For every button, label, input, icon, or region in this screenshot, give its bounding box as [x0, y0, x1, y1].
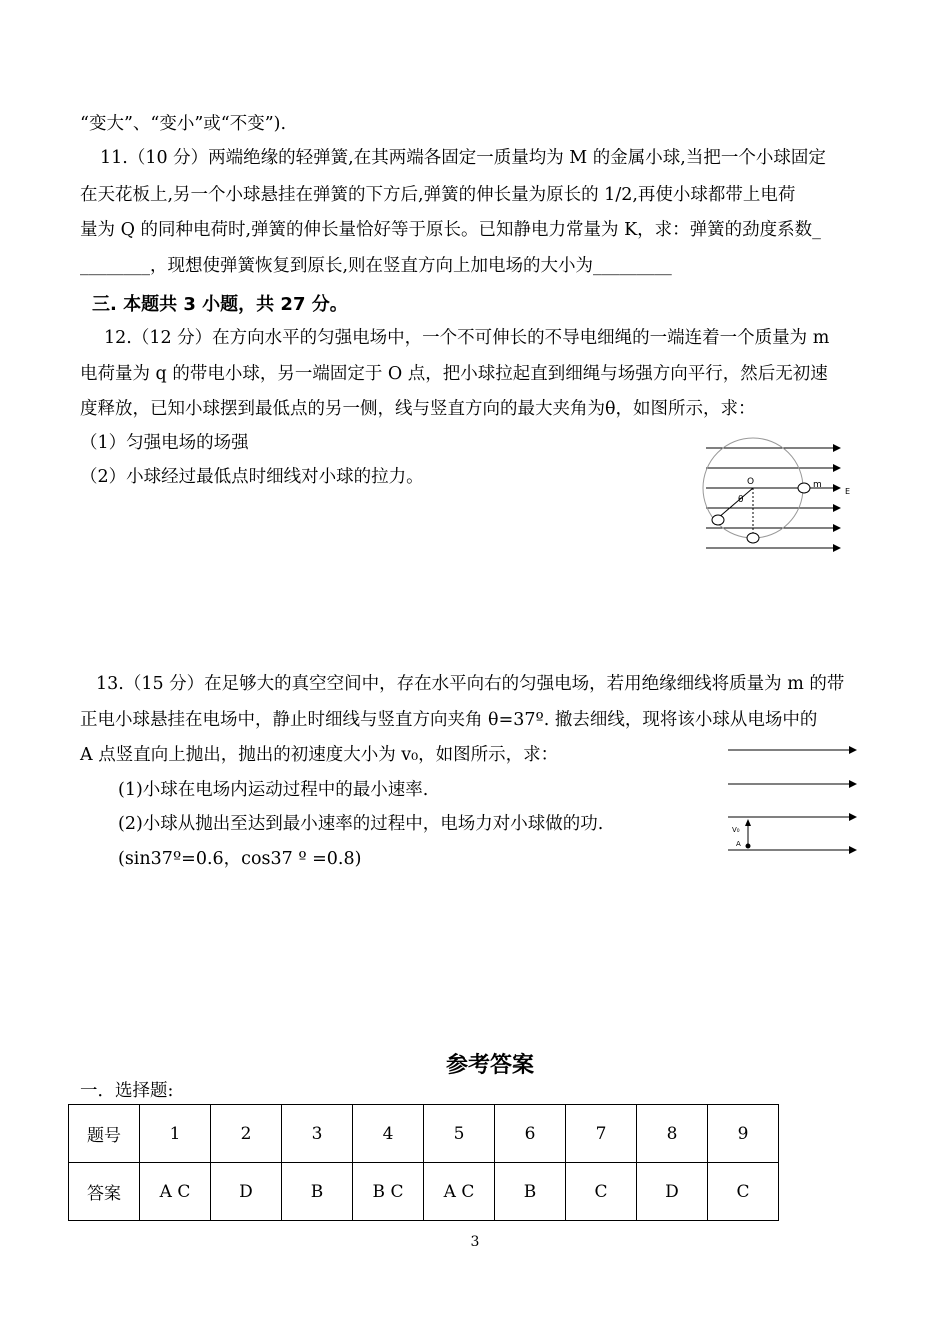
section3-heading: 三. 本题共 3 小题，共 27 分。 — [92, 294, 348, 315]
q13-line-1: 13.（15 分）在足够大的真空空间中，存在水平向右的匀强电场，若用绝缘细线将质量为 m 的带 — [96, 674, 845, 694]
table-cell: 2 — [211, 1105, 282, 1163]
table-cell: 7 — [566, 1105, 637, 1163]
q13-line-5: (2)小球从抛出至达到最小速率的过程中，电场力对小球做的功. — [118, 814, 604, 834]
label-o: O — [747, 477, 755, 487]
answers-title: 参考答案 — [445, 1053, 534, 1078]
q13-line-6: (sin37º=0.6，cos37 º =0.8) — [118, 849, 362, 869]
table-row-numbers — [69, 1105, 779, 1163]
q12-line-4: （1）匀强电场的场强 — [80, 433, 249, 453]
table-cell: 3 — [282, 1105, 353, 1163]
q13-figure — [722, 742, 862, 862]
table-row-answers — [69, 1163, 779, 1221]
answer-table — [68, 1104, 779, 1221]
ball-bottom — [747, 533, 759, 543]
table-cell: B C — [353, 1163, 424, 1221]
ball-lower-left — [712, 515, 724, 525]
label-v0: V₀ — [732, 826, 740, 834]
q10-tail: “变大”、“变小”或“不变”). — [80, 114, 287, 134]
q13-line-2: 正电小球悬挂在电场中，静止时细线与竖直方向夹角 θ=37º. 撤去细线，现将该小球从电场中的 — [80, 710, 818, 730]
string-angled — [718, 488, 753, 518]
ball-m — [798, 483, 810, 493]
table-cell: A C — [424, 1163, 495, 1221]
q11-line-4: ________，现想使弹簧恢复到原长,则在竖直方向上加电场的大小为_________ — [80, 256, 672, 276]
row-header-answer: 答案 — [69, 1163, 140, 1221]
answers-section-1: 一．选择题: — [80, 1081, 174, 1101]
q13-line-4: (1)小球在电场内运动过程中的最小速率. — [118, 780, 429, 800]
q11-line-1: 11.（10 分）两端绝缘的轻弹簧,在其两端各固定一质量均为 M 的金属小球,当把一个小球固定 — [100, 148, 826, 168]
table-cell: 5 — [424, 1105, 495, 1163]
table-cell: C — [708, 1163, 779, 1221]
q13-line-3: A 点竖直向上抛出，抛出的初速度大小为 v₀，如图所示，求： — [80, 745, 559, 765]
q11-line-3: 量为 Q 的同种电荷时,弹簧的伸长量恰好等于原长。已知静电力常量为 K，求：弹簧的劲度系数_ — [80, 220, 821, 240]
row-header-number: 题号 — [69, 1105, 140, 1163]
label-theta: θ — [738, 495, 744, 505]
table-cell: 1 — [140, 1105, 211, 1163]
q11-line-2: 在天花板上,另一个小球悬挂在弹簧的下方后,弹簧的伸长量为原长的 1/2,再使小球都带上电荷 — [80, 185, 796, 205]
q12-line-1: 12.（12 分）在方向水平的匀强电场中，一个不可伸长的不导电细绳的一端连着一个质量为 m — [104, 328, 830, 348]
table-cell: 8 — [637, 1105, 708, 1163]
table-cell: 9 — [708, 1105, 779, 1163]
table-cell: D — [211, 1163, 282, 1221]
table-cell: B — [282, 1163, 353, 1221]
q12-figure — [700, 436, 860, 556]
page-number: 3 — [470, 1234, 480, 1250]
table-cell: 6 — [495, 1105, 566, 1163]
q12-line-3: 度释放，已知小球摆到最低点的另一侧，线与竖直方向的最大夹角为θ，如图所示，求： — [80, 399, 756, 419]
point-a — [746, 844, 751, 849]
velocity-arrowhead — [745, 819, 751, 826]
label-a: A — [736, 840, 741, 848]
table-cell: D — [637, 1163, 708, 1221]
label-m: m — [813, 480, 822, 490]
label-e: E — [845, 487, 851, 496]
table-cell: 4 — [353, 1105, 424, 1163]
q12-line-5: （2）小球经过最低点时细线对小球的拉力。 — [80, 467, 424, 487]
table-cell: A C — [140, 1163, 211, 1221]
q12-line-2: 电荷量为 q 的带电小球，另一端固定于 O 点，把小球拉起直到细绳与场强方向平行，然后无初速 — [80, 364, 828, 384]
table-cell: C — [566, 1163, 637, 1221]
table-cell: B — [495, 1163, 566, 1221]
